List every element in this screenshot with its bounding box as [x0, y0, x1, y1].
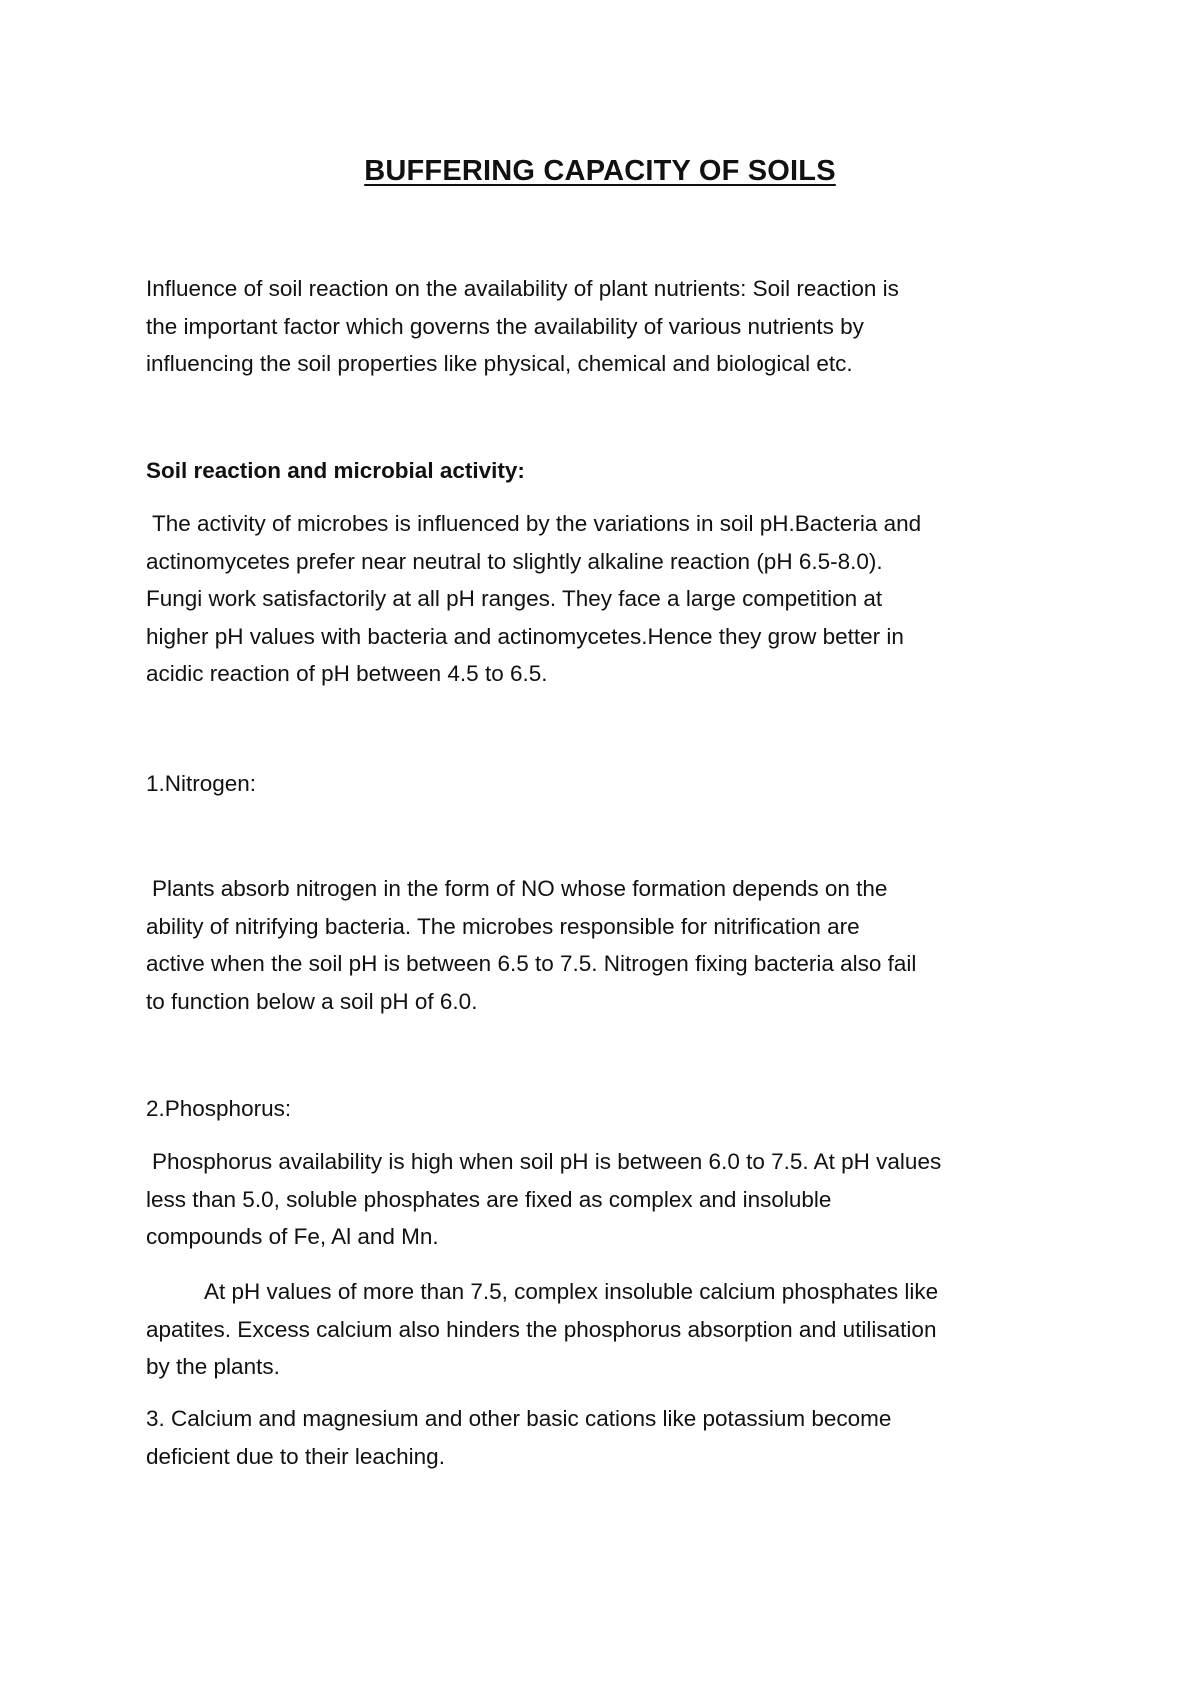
microbial-heading: Soil reaction and microbial activity:	[146, 458, 525, 483]
phosphorus-heading: 2.Phosphorus:	[146, 1096, 292, 1121]
nitrogen-line: to function below a soil pH of 6.0.	[146, 988, 478, 1014]
microbial-line: actinomycetes prefer near neutral to slightly alkaline reaction (pH 6.5-8.0).	[146, 548, 883, 574]
nitrogen-line: ability of nitrifying bacteria. The microbes responsible for nitrification are	[146, 913, 860, 939]
intro-line: the important factor which governs the availability of various nutrients by	[146, 313, 864, 339]
microbial-heading-block	[146, 452, 1076, 490]
microbial-line: higher pH values with bacteria and actinomycetes.Hence they grow better in	[146, 623, 904, 649]
intro-paragraph	[146, 270, 1076, 383]
nitrogen-line: active when the soil pH is between 6.5 to 7.5. Nitrogen fixing bacteria also fail	[146, 951, 917, 976]
page-title: BUFFERING CAPACITY OF SOILS	[364, 155, 836, 187]
calcium-line: 3. Calcium and magnesium and other basic cations like potassium become	[146, 1406, 892, 1431]
phosphorus-line: At pH values of more than 7.5, complex insoluble calcium phosphates like	[204, 1279, 939, 1304]
nitrogen-line: Plants absorb nitrogen in the form of NO whose formation depends on the	[152, 876, 888, 901]
phosphorus-line: Phosphorus availability is high when soil pH is between 6.0 to 7.5. At pH values	[152, 1149, 942, 1174]
intro-line: Influence of soil reaction on the availability of plant nutrients: Soil reaction is	[146, 276, 899, 301]
nitrogen-heading: 1.Nitrogen:	[146, 771, 257, 796]
microbial-line: Fungi work satisfactorily at all pH ranges. They face a large competition at	[146, 586, 883, 611]
calcium-paragraph	[146, 1400, 1076, 1475]
phosphorus-line: compounds of Fe, Al and Mn.	[146, 1224, 439, 1249]
phosphorus-line: less than 5.0, soluble phosphates are fixed as complex and insoluble	[146, 1186, 832, 1212]
calcium-line: deficient due to their leaching.	[146, 1443, 445, 1469]
phosphorus-paragraph	[146, 1143, 1076, 1256]
intro-line: influencing the soil properties like physical, chemical and biological etc.	[146, 351, 853, 376]
phosphorus-heading-block	[146, 1090, 1076, 1128]
phosphorus-line: by the plants.	[146, 1354, 280, 1379]
phosphorus-line: apatites. Excess calcium also hinders the phosphorus absorption and utilisation	[146, 1316, 937, 1342]
nitrogen-heading-block	[146, 765, 1076, 803]
microbial-line: The activity of microbes is influenced by the variations in soil pH.Bacteria and	[152, 511, 922, 536]
microbial-paragraph	[146, 505, 1076, 693]
microbial-line: acidic reaction of pH between 4.5 to 6.5.	[146, 661, 548, 686]
nitrogen-paragraph	[146, 870, 1076, 1020]
phosphorus-paragraph-2	[146, 1273, 1076, 1386]
